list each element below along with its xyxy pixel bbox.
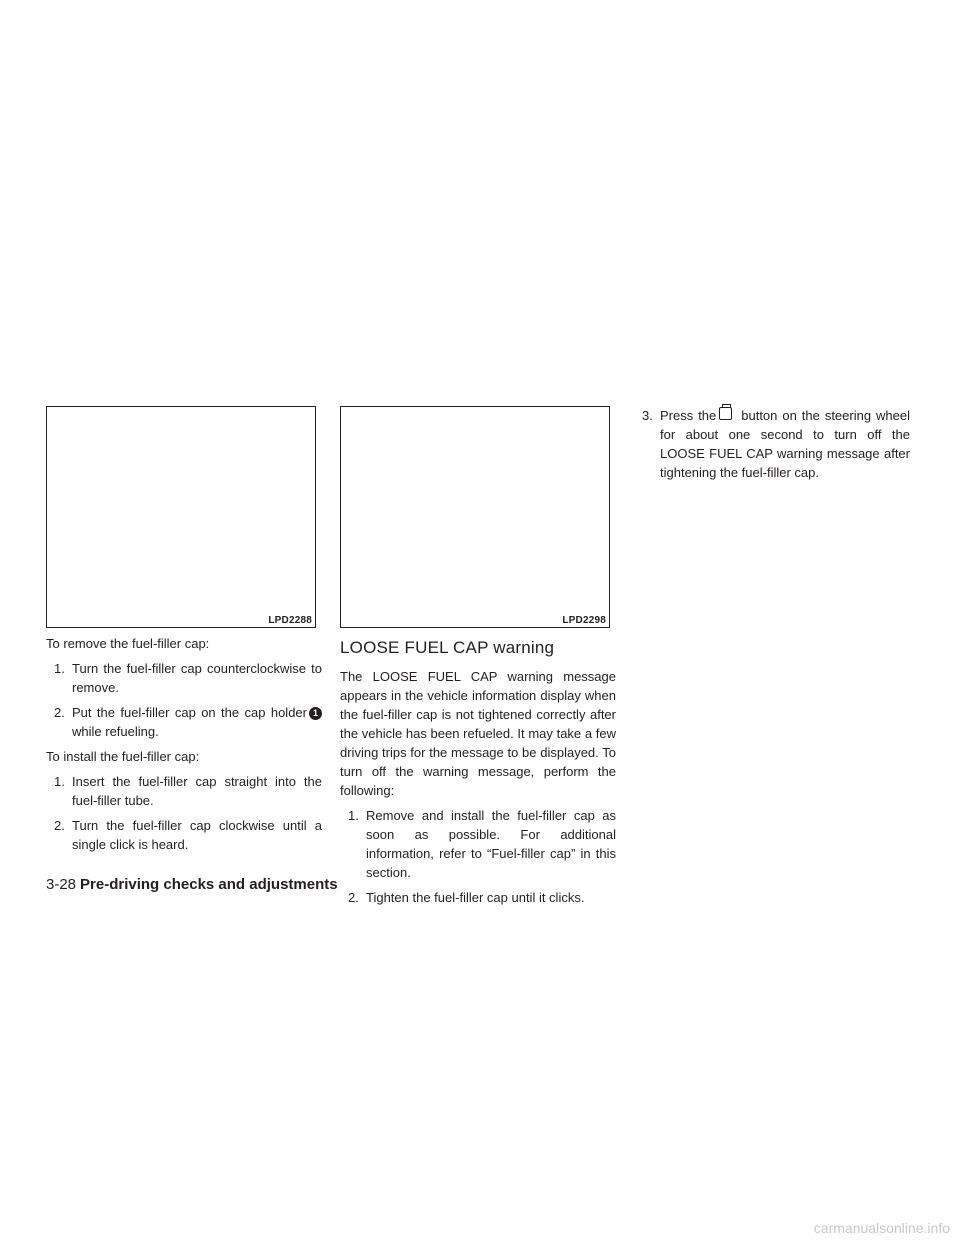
step-text: Put the fuel-filler cap on the cap holder (72, 705, 307, 720)
step-number: 1. (54, 774, 65, 789)
list-item (46, 659, 322, 697)
step-number: 2. (54, 705, 65, 720)
page-footer (46, 876, 338, 893)
step-text: Remove and install the fuel-filler cap as soon as possible. For additional information, refer to “Fuel-filler cap” in this section. (366, 808, 616, 880)
list-item (340, 806, 616, 882)
list-item (46, 703, 322, 741)
watermark: carmanualsonline.info (813, 1220, 950, 1236)
remove-intro: To remove the fuel-filler cap: (46, 636, 210, 651)
step-number: 1. (348, 808, 359, 823)
remove-steps (46, 659, 322, 741)
warning-steps (340, 806, 616, 907)
step-text-cont: while refueling. (72, 724, 159, 739)
step-text: Insert the fuel-filler cap straight into the fuel-filler tube. (72, 774, 322, 808)
figure-label: LPD2298 (562, 615, 606, 626)
warning-steps-cont (634, 406, 910, 482)
install-intro: To install the fuel-filler cap: (46, 749, 200, 764)
figure-label: LPD2288 (268, 615, 312, 626)
install-steps (46, 772, 322, 854)
step-text: Turn the fuel-filler cap clockwise until a single click is heard. (72, 818, 322, 852)
callout-1-icon: 1 (309, 707, 322, 720)
list-item (46, 772, 322, 810)
step-text: Press the (660, 408, 717, 423)
warning-intro: The LOOSE FUEL CAP warning message appears in the vehicle information display when the fuel-filler cap is not tightened correctly after the vehicle has been refueled. It may take a few driving trips for the message to be displayed. To turn off the warning message, perform the following: (340, 669, 616, 798)
step-text: Turn the fuel-filler cap counterclockwise to remove. (72, 661, 322, 695)
step-number: 2. (348, 890, 359, 905)
right-column (634, 406, 910, 488)
steering-wheel-button-icon (719, 407, 732, 420)
step-number: 1. (54, 661, 65, 676)
left-column (46, 634, 322, 860)
list-item (634, 406, 910, 482)
footer-section-title: Pre-driving checks and adjustments (80, 876, 338, 893)
middle-column (340, 634, 616, 913)
step-text-cont: button on the steering wheel for about one second to turn off the LOOSE FUEL CAP warning message after tightening the fuel-filler cap. (660, 408, 911, 480)
step-number: 2. (54, 818, 65, 833)
step-number: 3. (642, 408, 653, 423)
section-heading: LOOSE FUEL CAP warning (340, 638, 555, 657)
step-text: Tighten the fuel-filler cap until it clicks. (366, 890, 585, 905)
figure-loose-fuel-cap-display (340, 406, 610, 628)
list-item (46, 816, 322, 854)
page-number: 3-28 (46, 876, 77, 893)
list-item (340, 888, 616, 907)
figure-fuel-filler-cap-holder (46, 406, 316, 628)
